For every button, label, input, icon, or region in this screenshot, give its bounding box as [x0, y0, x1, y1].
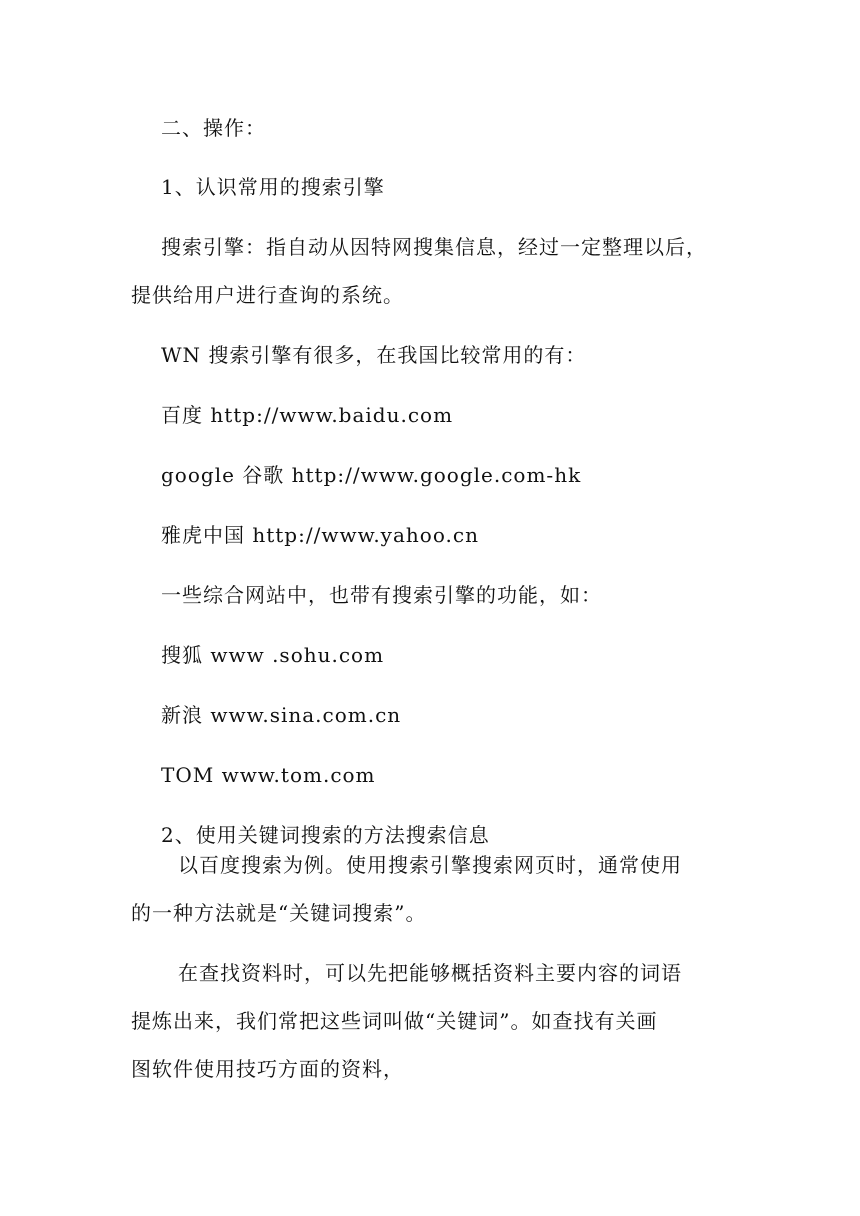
section-heading: 二、操作：: [161, 116, 266, 140]
paragraph-line: 提供给用户进行查询的系统。: [131, 283, 404, 307]
subsection-heading: 1、认识常用的搜索引擎: [161, 175, 385, 199]
paragraph-line: 一些综合网站中，也带有搜索引擎的功能，如：: [161, 583, 602, 607]
list-item: google 谷歌 http://www.google.com-hk: [161, 463, 582, 487]
list-item: 搜狐 www .sohu.com: [161, 643, 385, 667]
paragraph-line: 的一种方法就是“关键词搜索”。: [131, 901, 427, 925]
list-item: 新浪 www.sina.com.cn: [161, 703, 402, 727]
list-item: 百度 http://www.baidu.com: [161, 403, 454, 427]
paragraph-line: 图软件使用技巧方面的资料，: [131, 1057, 404, 1081]
paragraph-line: WN 搜索引擎有很多，在我国比较常用的有：: [161, 343, 587, 367]
list-item: 雅虎中国 http://www.yahoo.cn: [161, 523, 479, 547]
paragraph-line: 在查找资料时，可以先把能够概括资料主要内容的词语: [178, 961, 682, 985]
paragraph-line: 提炼出来，我们常把这些词叫做“关键词”。如查找有关画: [131, 1009, 658, 1033]
paragraph-line: 以百度搜索为例。使用搜索引擎搜索网页时，通常使用: [178, 853, 682, 877]
subsection-heading: 2、使用关键词搜索的方法搜索信息: [161, 823, 490, 847]
list-item: TOM www.tom.com: [161, 763, 376, 787]
paragraph-line: 搜索引擎：指自动从因特网搜集信息，经过一定整理以后，: [161, 235, 707, 259]
